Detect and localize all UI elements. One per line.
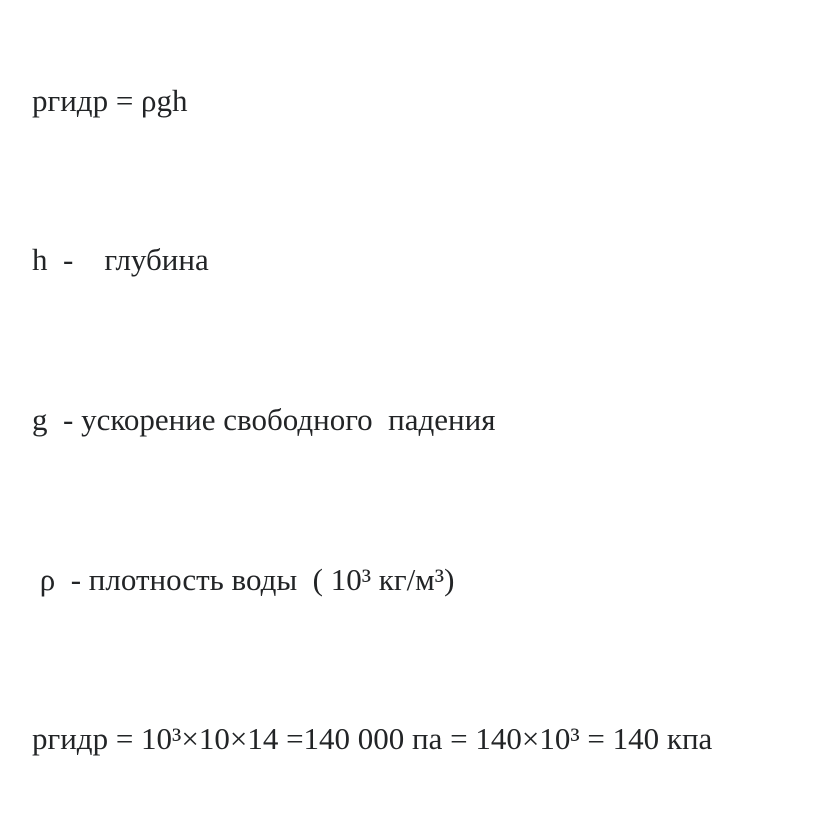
gravity-definition-line: g - ускорение свободного падения: [32, 402, 496, 437]
depth-definition-line: h - глубина: [32, 242, 209, 277]
calculation-line: ргидр = 10³×10×14 =140 000 па = 140×10³ = 140 кпа: [32, 721, 713, 756]
formula-line: ргидр = ρgh: [32, 83, 188, 118]
density-definition-line: ρ - плотность воды ( 10³ кг/м³): [32, 562, 455, 597]
